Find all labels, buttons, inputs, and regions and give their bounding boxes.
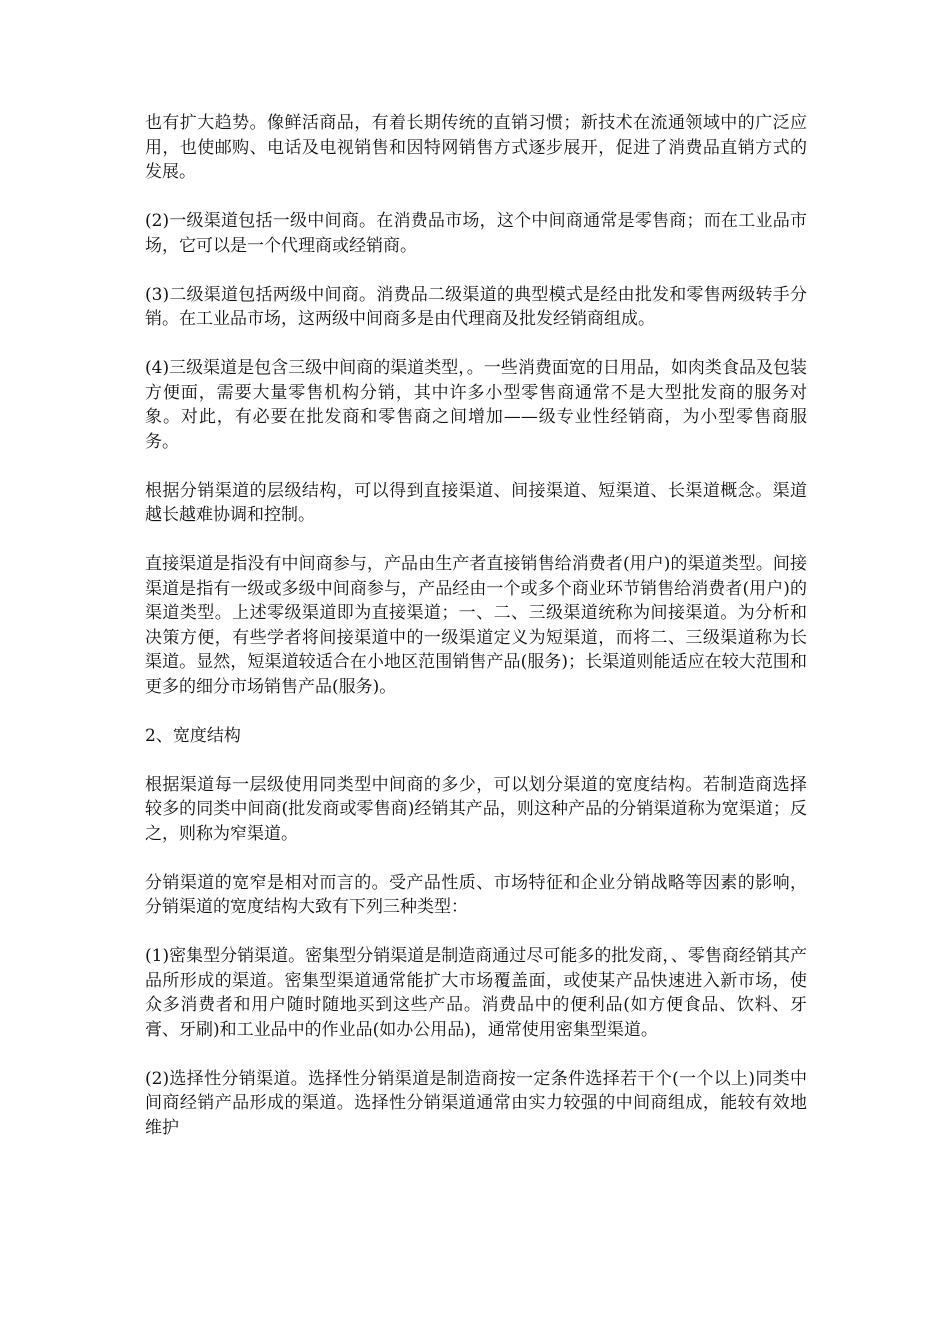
paragraph-level-one-channel: (2)一级渠道包括一级中间商。在消费品市场，这个中间商通常是零售商；而在工业品市场，它可以是一个代理商或经销商。 [145, 211, 807, 256]
document-page [145, 111, 807, 1165]
paragraph-direct-sales-trend: 也有扩大趋势。像鲜活商品，有着长期传统的直销习惯；新技术在流通领域中的广泛应用，也使邮购、电话及电视销售和因特网销售方式逐步展开，促进了消费品直销方式的发展。 [145, 113, 807, 182]
paragraph-width-types-intro: 分销渠道的宽窄是相对而言的。受产品性质、市场特征和企业分销战略等因素的影响，分销渠道的宽度结构大致有下列三种类型： [145, 872, 807, 917]
paragraph-level-three-channel: (4)三级渠道是包含三级中间商的渠道类型，。一些消费面宽的日用品，如肉类食品及包装方便面，需要大量零售机构分销，其中许多小型零售商通常不是大型批发商的服务对象。对此，有必要在批发商和零售商之间增加——级专业性经销商，为小型零售商服务。 [145, 358, 807, 452]
paragraph-level-two-channel: (3)二级渠道包括两级中间商。消费品二级渠道的典型模式是经由批发和零售两级转手分销。在工业品市场，这两级中间商多是由代理商及批发经销商组成。 [145, 284, 807, 329]
section-heading-width-structure: 2、宽度结构 [145, 725, 241, 746]
paragraph-direct-indirect-channels: 直接渠道是指没有中间商参与，产品由生产者直接销售给消费者(用户)的渠道类型。间接渠道是指有一级或多级中间商参与，产品经由一个或多个商业环节销售给消费者(用户)的渠道类型。上述零级渠道即为直接渠道；一、二、三级渠道统称为间接渠道。为分析和决策方便，有些学者将间接渠道中的一级渠道定义为短渠道，而将二、三级渠道称为长渠道。显然，短渠道较适合在小地区范围销售产品(服务)；长渠道则能适应在较大范围和更多的细分市场销售产品(服务)。 [145, 554, 807, 697]
paragraph-width-definition: 根据渠道每一层级使用同类型中间商的多少，可以划分渠道的宽度结构。若制造商选择较多的同类中间商(批发商或零售商)经销其产品，则这种产品的分销渠道称为宽渠道；反之，则称为窄渠道。 [145, 774, 807, 844]
paragraph-channel-length-concepts: 根据分销渠道的层级结构，可以得到直接渠道、间接渠道、短渠道、长渠道概念。渠道越长越难协调和控制。 [145, 480, 807, 525]
paragraph-intensive-distribution: (1)密集型分销渠道。密集型分销渠道是制造商通过尽可能多的批发商，、零售商经销其产品所形成的渠道。密集型渠道通常能扩大市场覆盖面，或使某产品快速进入新市场，使众多消费者和用户随时随地买到这些产品。消费品中的便利品(如方便食品、饮料、牙膏、牙刷)和工业品中的作业品(如办公用品)，通常使用密集型渠道。 [145, 946, 807, 1040]
paragraph-selective-distribution: (2)选择性分销渠道。选择性分销渠道是制造商按一定条件选择若干个(一个以上)同类中间商经销产品形成的渠道。选择性分销渠道通常由实力较强的中间商组成，能较有效地维护 [145, 1068, 807, 1138]
